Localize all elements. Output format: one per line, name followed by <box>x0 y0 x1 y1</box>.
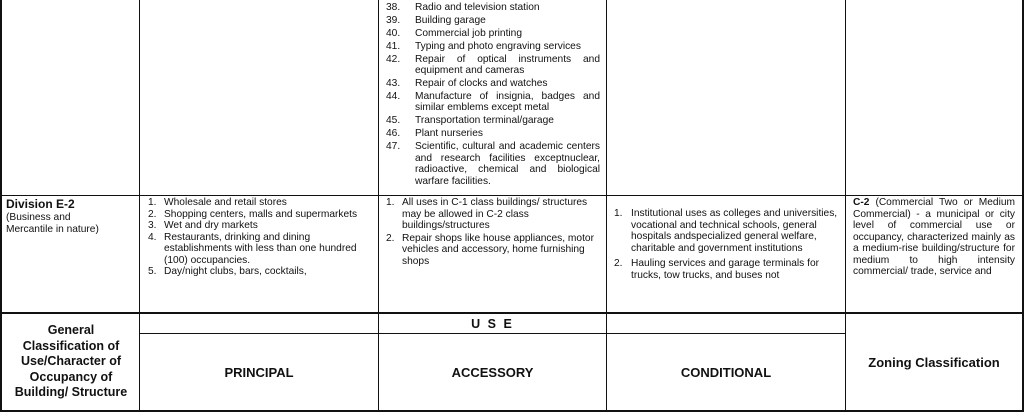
list-item <box>614 208 840 254</box>
zoning-code: C-2 <box>853 197 870 208</box>
zoning-header: Zoning Classification <box>868 354 1000 370</box>
list-number: 2. <box>614 258 623 269</box>
list-number: 41. <box>386 40 401 52</box>
accessory-header: ACCESSORY <box>451 364 534 380</box>
list-number: 46. <box>386 128 401 140</box>
list-item <box>386 15 600 27</box>
principal-header: PRINCIPAL <box>224 364 294 380</box>
list-item <box>386 197 602 232</box>
row-divider-1 <box>0 195 1024 196</box>
list-number: 1. <box>386 197 395 208</box>
list-number: 2. <box>148 208 157 220</box>
list-text: Radio and television station <box>415 2 540 13</box>
list-text: Typing and photo engraving services <box>415 40 581 52</box>
list-item <box>386 54 600 77</box>
list-item <box>148 232 373 267</box>
general-classification-label: General Classification of Use/Character of Occupancy of Building/ Structure <box>14 323 128 400</box>
list-item <box>386 2 600 14</box>
list-text: Plant nurseries <box>415 128 483 140</box>
list-text: Commercial job printing <box>415 27 523 39</box>
conditional-list <box>614 208 840 281</box>
list-number: 38. <box>386 2 401 13</box>
list-item <box>386 28 600 40</box>
list-item <box>386 41 600 53</box>
zoning-cell <box>853 197 1015 311</box>
list-item <box>386 128 600 140</box>
list-item <box>614 258 840 281</box>
border-left <box>0 0 2 412</box>
use-header <box>140 314 845 333</box>
general-classification-header <box>4 314 138 410</box>
list-text: Hauling services and garage terminals for trucks, tow trucks, and buses not <box>631 258 819 281</box>
list-text: Day/night clubs, bars, cocktails, <box>164 266 307 277</box>
conditional-header: CONDITIONAL <box>680 364 772 380</box>
list-text: Manufacture of insignia, badges and similar emblems except metal <box>415 90 600 114</box>
list-text: Wet and dry markets <box>164 220 258 231</box>
accessory-list <box>386 197 602 267</box>
list-number: 1. <box>148 197 157 208</box>
principal-list <box>148 197 373 278</box>
list-item <box>148 209 373 221</box>
list-item <box>386 233 602 268</box>
list-number: 45. <box>386 115 401 127</box>
list-text: Institutional uses as colleges and universities, vocational and technical schools, general hospitals andspecialized general welfare, charitable and government institutions <box>631 208 838 254</box>
list-number: 4. <box>148 231 157 243</box>
list-text: Repair of optical instruments and equipment and cameras <box>415 53 600 77</box>
list-item <box>386 115 600 127</box>
continuation-list <box>386 2 600 187</box>
use-label: U S E <box>471 316 514 331</box>
division-subtitle: (Business and Mercantile in nature) <box>6 212 99 235</box>
list-number: 42. <box>386 53 401 65</box>
list-item <box>148 197 373 209</box>
division-title: Division E-2 <box>6 197 75 211</box>
accessory-cell <box>386 197 602 311</box>
list-number: 5. <box>148 266 157 277</box>
list-number: 44. <box>386 90 401 102</box>
list-number: 40. <box>386 27 401 39</box>
list-text: Shopping centers, malls and supermarkets <box>164 208 358 220</box>
list-item <box>148 266 373 278</box>
list-item <box>386 91 600 114</box>
list-text: Transportation terminal/garage <box>415 115 554 127</box>
list-text: Repair of clocks and watches <box>415 77 548 89</box>
list-text: Building garage <box>415 14 486 26</box>
principal-cell <box>148 197 373 311</box>
list-text: Restaurants, drinking and dining establishments with less than one hundred (100) occupancies. <box>164 231 357 266</box>
list-text: Scientific, cultural and academic centers and research facilities exceptnuclear, radioactive, chemical and biological warfare facilities. <box>415 141 600 187</box>
list-text: All uses in C-1 class buildings/ structures may be allowed in C-2 class buildings/structures <box>402 197 588 231</box>
list-number: 3. <box>148 220 157 231</box>
list-number: 39. <box>386 14 401 26</box>
list-item <box>386 78 600 90</box>
list-number: 47. <box>386 141 401 153</box>
list-text: Repair shops like house appliances, motor vehicles and accessory, home furnishing shops <box>402 232 594 267</box>
list-number: 43. <box>386 77 401 89</box>
upper-accessory-list <box>386 2 600 194</box>
list-item <box>148 220 373 232</box>
division-cell <box>6 197 136 311</box>
list-number: 1. <box>614 208 623 219</box>
list-number: 2. <box>386 232 395 244</box>
list-text: Wholesale and retail stores <box>164 197 287 208</box>
zoning-text: (Commercial Two or Medium Commercial) - a municipal or city level of commercial use or occupancy, characterized mainly as a medium-rise building/structure for medium to high intensity commercial/ trade, service and <box>853 197 1015 277</box>
conditional-cell <box>614 208 840 311</box>
list-item <box>386 141 600 187</box>
